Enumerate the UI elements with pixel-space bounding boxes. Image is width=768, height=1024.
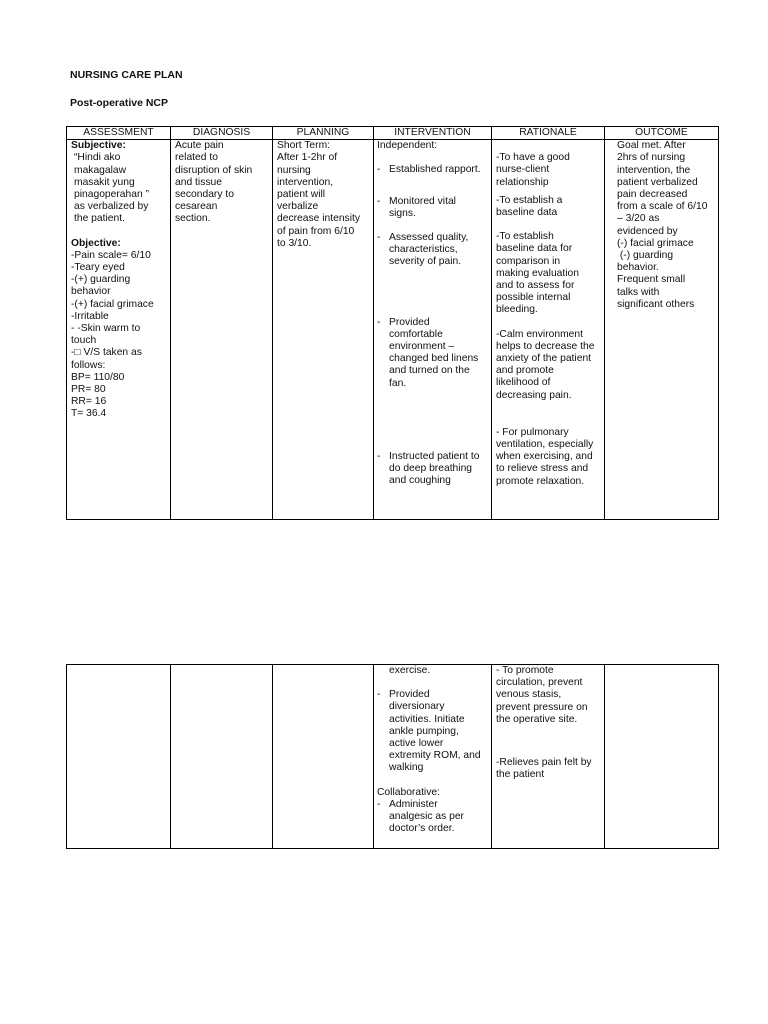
text-line: cesarean bbox=[175, 201, 218, 213]
text-line: severity of pain. bbox=[389, 256, 462, 268]
text-line: and promote bbox=[496, 365, 554, 377]
text-line: masakit yung bbox=[74, 176, 135, 188]
intervention-item-analgesic bbox=[377, 799, 491, 836]
text-line: nurse-client bbox=[496, 164, 550, 176]
bullet: - bbox=[377, 450, 381, 462]
diagnosis-cell bbox=[171, 140, 273, 520]
text-line: -(+) guarding bbox=[71, 274, 131, 286]
intervention-item-pain-assessment bbox=[377, 232, 491, 269]
bullet: - bbox=[377, 164, 381, 176]
text-line: analgesic as per bbox=[389, 811, 464, 823]
intervention-item-breathing bbox=[377, 451, 491, 488]
text-line: After 1-2hr of bbox=[277, 152, 338, 164]
text-line: helps to decrease the bbox=[496, 340, 595, 352]
text-line: RR= 16 bbox=[71, 396, 107, 408]
text-line: T= 36.4 bbox=[71, 408, 107, 420]
text-line: verbalize bbox=[277, 201, 319, 213]
outcome-cell bbox=[605, 140, 719, 520]
text-line: circulation, prevent bbox=[496, 677, 583, 689]
text-line: bleeding. bbox=[496, 304, 538, 316]
subjective-text bbox=[71, 152, 170, 225]
rationale-rapport bbox=[496, 152, 604, 189]
text-line: -To establish a bbox=[496, 194, 563, 206]
text-line: - -Skin warm to bbox=[71, 323, 141, 335]
text-line: Instructed patient to bbox=[389, 450, 480, 462]
text-line: PR= 80 bbox=[71, 384, 106, 396]
text-line: when exercising, and bbox=[496, 451, 593, 463]
text-line: to relieve stress and bbox=[496, 463, 589, 475]
intervention-item-diversion bbox=[377, 689, 491, 774]
intervention-item-rapport bbox=[377, 164, 491, 176]
diagnosis-cell-continued bbox=[171, 665, 273, 849]
header-assessment: ASSESSMENT bbox=[67, 127, 171, 140]
text-line: Acute pain bbox=[175, 140, 224, 152]
text-line: Short Term: bbox=[277, 140, 331, 152]
text-line: - To promote bbox=[496, 665, 554, 676]
text-line: and coughing bbox=[389, 475, 451, 487]
table-row bbox=[67, 140, 719, 520]
rationale-circulation bbox=[496, 665, 604, 726]
intervention-item-vitals bbox=[377, 196, 491, 220]
header-diagnosis: DIAGNOSIS bbox=[171, 127, 273, 140]
text-line: patient will bbox=[277, 189, 326, 201]
text-line: the patient bbox=[496, 769, 545, 781]
text-line: -□ V/S taken as bbox=[71, 347, 142, 359]
rationale-vitals bbox=[496, 195, 604, 219]
text-line: do deep breathing bbox=[389, 463, 473, 475]
text-line: prevent pressure on bbox=[496, 701, 588, 713]
text-line: ventilation, especially bbox=[496, 439, 594, 451]
text-line: changed bed linens bbox=[389, 353, 479, 365]
text-line: - For pulmonary bbox=[496, 426, 569, 438]
table-header-row bbox=[67, 127, 719, 140]
text-line: walking bbox=[389, 762, 424, 774]
care-plan-table bbox=[66, 126, 719, 520]
outcome-cell-continued bbox=[605, 665, 719, 849]
rationale-pain-assessment bbox=[496, 231, 604, 316]
intervention-cell-continued bbox=[374, 665, 492, 849]
text-line: patient verbalized bbox=[617, 176, 698, 188]
text-line: baseline data for bbox=[496, 243, 573, 255]
bullet: - bbox=[377, 798, 381, 810]
bullet: - bbox=[377, 195, 381, 207]
text-line: makagalaw bbox=[74, 164, 127, 176]
rationale-relieves-pain bbox=[496, 757, 604, 781]
header-outcome: OUTCOME bbox=[605, 127, 719, 140]
text-line: Established rapport. bbox=[389, 164, 481, 176]
text-line: signs. bbox=[389, 207, 416, 219]
objective-text bbox=[71, 250, 170, 421]
text-line: disruption of skin bbox=[175, 164, 253, 176]
text-line: decrease intensity bbox=[277, 213, 360, 225]
text-line: and tissue bbox=[175, 176, 222, 188]
text-line: pain decreased bbox=[617, 189, 688, 201]
text-line: -To have a good bbox=[496, 152, 570, 164]
text-line: Frequent small bbox=[617, 274, 686, 286]
header-planning: PLANNING bbox=[273, 127, 374, 140]
text-line: making evaluation bbox=[496, 267, 579, 279]
document-subtitle: Post-operative NCP bbox=[70, 97, 169, 109]
diagnosis-text bbox=[175, 140, 272, 225]
text-line: related to bbox=[175, 152, 218, 164]
text-line: Monitored vital bbox=[389, 195, 456, 207]
text-line: secondary to bbox=[175, 189, 234, 201]
text-line: likelihood of bbox=[496, 377, 551, 389]
intervention-continued-line: exercise. bbox=[389, 665, 431, 676]
bullet: - bbox=[377, 689, 381, 701]
text-line: the operative site. bbox=[496, 713, 578, 725]
text-line: fan. bbox=[389, 377, 407, 389]
planning-cell bbox=[273, 140, 374, 520]
text-line: -Relieves pain felt by bbox=[496, 757, 592, 769]
text-line: -To establish bbox=[496, 231, 554, 243]
text-line: -Pain scale= 6/10 bbox=[71, 249, 151, 261]
text-line: as verbalized by bbox=[74, 201, 149, 213]
text-line: Assessed quality, bbox=[389, 232, 469, 244]
subjective-label: Subjective: bbox=[71, 140, 126, 152]
text-line: pinagoperahan ” bbox=[74, 189, 149, 201]
text-line: significant others bbox=[617, 298, 695, 310]
header-intervention: INTERVENTION bbox=[374, 127, 492, 140]
text-line: and to assess for bbox=[496, 280, 575, 292]
intervention-heading: Independent: bbox=[377, 140, 438, 152]
objective-label: Objective: bbox=[71, 237, 121, 249]
text-line: diversionary bbox=[389, 701, 445, 713]
text-line: doctor’s order. bbox=[389, 823, 455, 835]
text-line: (-) guarding bbox=[617, 250, 674, 262]
text-line: 2hrs of nursing bbox=[617, 152, 686, 164]
planning-cell-continued bbox=[273, 665, 374, 849]
text-line: “Hindi ako bbox=[74, 152, 121, 164]
text-line: extremity ROM, and bbox=[389, 750, 481, 762]
text-line: of pain from 6/10 bbox=[277, 225, 355, 237]
text-line: ankle pumping, bbox=[389, 725, 459, 737]
text-line: baseline data bbox=[496, 207, 558, 219]
text-line: section. bbox=[175, 213, 211, 225]
text-line: decreasing pain. bbox=[496, 389, 572, 401]
bullet: - bbox=[377, 232, 381, 244]
document-title: NURSING CARE PLAN bbox=[70, 69, 183, 81]
rationale-cell-continued bbox=[492, 665, 605, 849]
text-line: anxiety of the patient bbox=[496, 353, 592, 365]
header-rationale: RATIONALE bbox=[492, 127, 605, 140]
table-row bbox=[67, 665, 719, 849]
text-line: evidenced by bbox=[617, 225, 678, 237]
text-line: the patient. bbox=[74, 213, 125, 225]
text-line: characteristics, bbox=[389, 244, 458, 256]
text-line: -(+) facial grimace bbox=[71, 298, 154, 310]
assessment-cell bbox=[67, 140, 171, 520]
text-line: and turned on the bbox=[389, 365, 470, 377]
text-line: comparison in bbox=[496, 255, 561, 267]
text-line: to 3/10. bbox=[277, 237, 312, 249]
text-line: Provided bbox=[389, 316, 430, 328]
text-line: nursing bbox=[277, 164, 311, 176]
intervention-cell bbox=[374, 140, 492, 520]
planning-text bbox=[277, 140, 373, 250]
bullet: - bbox=[377, 316, 381, 328]
text-line: talks with bbox=[617, 286, 660, 298]
text-line: Administer bbox=[389, 798, 438, 810]
text-line: Provided bbox=[389, 689, 430, 701]
text-line: comfortable bbox=[389, 328, 443, 340]
text-line: – 3/20 as bbox=[617, 213, 660, 225]
text-line: behavior bbox=[71, 286, 111, 298]
text-line: environment – bbox=[389, 341, 455, 353]
text-line: Goal met. After bbox=[617, 140, 686, 152]
text-line: -Irritable bbox=[71, 310, 109, 322]
assessment-cell-continued bbox=[67, 665, 171, 849]
text-line: relationship bbox=[496, 176, 549, 188]
rationale-breathing bbox=[496, 427, 604, 488]
text-line: activities. Initiate bbox=[389, 713, 465, 725]
text-line: (-) facial grimace bbox=[617, 237, 694, 249]
text-line: promote relaxation. bbox=[496, 475, 585, 487]
text-line: intervention, the bbox=[617, 164, 691, 176]
text-line: from a scale of 6/10 bbox=[617, 201, 708, 213]
intervention-item-environment bbox=[377, 317, 491, 390]
text-line: venous stasis, bbox=[496, 689, 562, 701]
text-line: -Calm environment bbox=[496, 328, 583, 340]
rationale-environment bbox=[496, 329, 604, 402]
text-line: intervention, bbox=[277, 176, 334, 188]
care-plan-table-continued bbox=[66, 664, 719, 849]
text-line: -Teary eyed bbox=[71, 262, 125, 274]
text-line: BP= 110/80 bbox=[71, 371, 125, 383]
outcome-text bbox=[617, 140, 718, 311]
collaborative-heading: Collaborative: bbox=[377, 786, 440, 798]
text-line: possible internal bbox=[496, 292, 571, 304]
text-line: follows: bbox=[71, 359, 106, 371]
rationale-cell bbox=[492, 140, 605, 520]
text-line: active lower bbox=[389, 738, 444, 750]
text-line: behavior. bbox=[617, 262, 659, 274]
text-line: touch bbox=[71, 335, 97, 347]
